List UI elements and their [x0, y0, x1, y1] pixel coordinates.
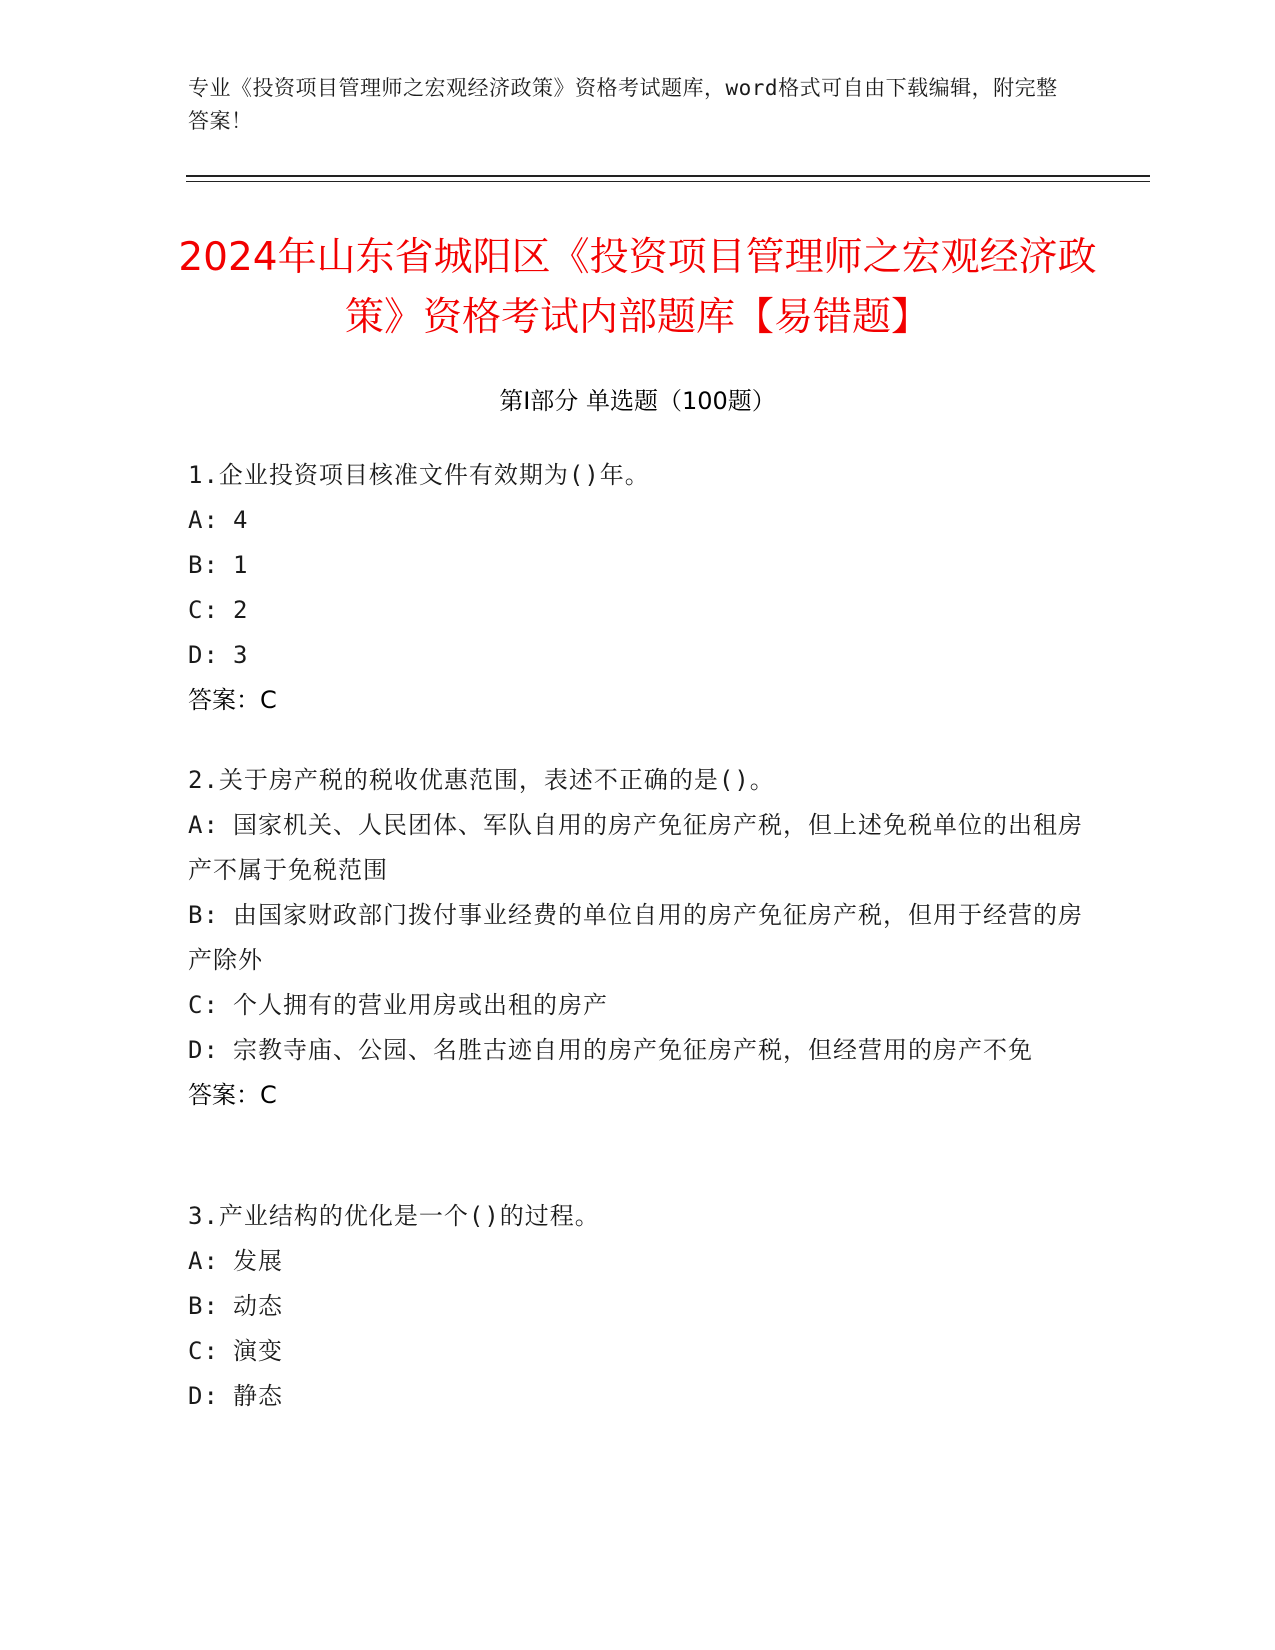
- answer: 答案：C: [188, 1081, 277, 1109]
- option-text: 2: [233, 596, 249, 624]
- option-label: C:: [188, 1337, 219, 1365]
- option-label: A:: [188, 1247, 219, 1275]
- option-label: B:: [188, 551, 219, 579]
- option-label: A:: [188, 506, 219, 534]
- option-b: [188, 893, 1088, 983]
- header-rule-thick: [186, 175, 1150, 177]
- option-text: 动态: [233, 1292, 283, 1320]
- option-text: 国家机关、人民团体、军队自用的房产免征房产税，但上述免税单位的出租房产不属于免税范围: [188, 811, 1083, 884]
- option-text: 1: [233, 551, 249, 579]
- option-d: [188, 1028, 1088, 1073]
- option-text: 4: [233, 506, 249, 534]
- option-text: 3: [233, 641, 249, 669]
- header-note: 专业《投资项目管理师之宏观经济政策》资格考试题库，word格式可自由下载编辑，附完整答案！: [188, 76, 1058, 133]
- option-label: D:: [188, 641, 219, 669]
- section-heading: 第I部分 单选题（100题）: [499, 387, 776, 415]
- option-a: [188, 498, 1088, 543]
- option-label: C:: [188, 596, 219, 624]
- option-text: 个人拥有的营业用房或出租的房产: [233, 991, 608, 1019]
- question-3: [188, 1194, 1088, 1419]
- option-a: [188, 1239, 1088, 1284]
- option-d: [188, 1374, 1088, 1419]
- option-c: [188, 588, 1088, 633]
- option-c: [188, 1329, 1088, 1374]
- option-b: [188, 1284, 1088, 1329]
- question-1: [188, 453, 1088, 723]
- answer: 答案：C: [188, 686, 277, 714]
- question-stem: 1.企业投资项目核准文件有效期为()年。: [188, 461, 650, 489]
- option-text: 发展: [233, 1247, 283, 1275]
- option-text: 演变: [233, 1337, 283, 1365]
- option-label: D:: [188, 1382, 219, 1410]
- option-a: [188, 803, 1088, 893]
- option-label: B:: [188, 1292, 219, 1320]
- header-rule-thin: [186, 181, 1150, 182]
- question-stem: 2.关于房产税的税收优惠范围，表述不正确的是()。: [188, 766, 775, 794]
- option-label: A:: [188, 811, 219, 839]
- question-stem: 3.产业结构的优化是一个()的过程。: [188, 1202, 600, 1230]
- option-text: 静态: [233, 1382, 283, 1410]
- option-d: [188, 633, 1088, 678]
- option-text: 由国家财政部门拨付事业经费的单位自用的房产免征房产税，但用于经营的房产除外: [188, 901, 1083, 974]
- option-label: D:: [188, 1036, 219, 1064]
- question-2: [188, 758, 1088, 1118]
- option-label: B:: [188, 901, 219, 929]
- option-label: C:: [188, 991, 219, 1019]
- option-b: [188, 543, 1088, 588]
- document-title: 2024年山东省城阳区《投资项目管理师之宏观经济政策》资格考试内部题库【易错题】: [178, 235, 1097, 340]
- option-text: 宗教寺庙、公园、名胜古迹自用的房产免征房产税，但经营用的房产不免: [233, 1036, 1033, 1064]
- option-c: [188, 983, 1088, 1028]
